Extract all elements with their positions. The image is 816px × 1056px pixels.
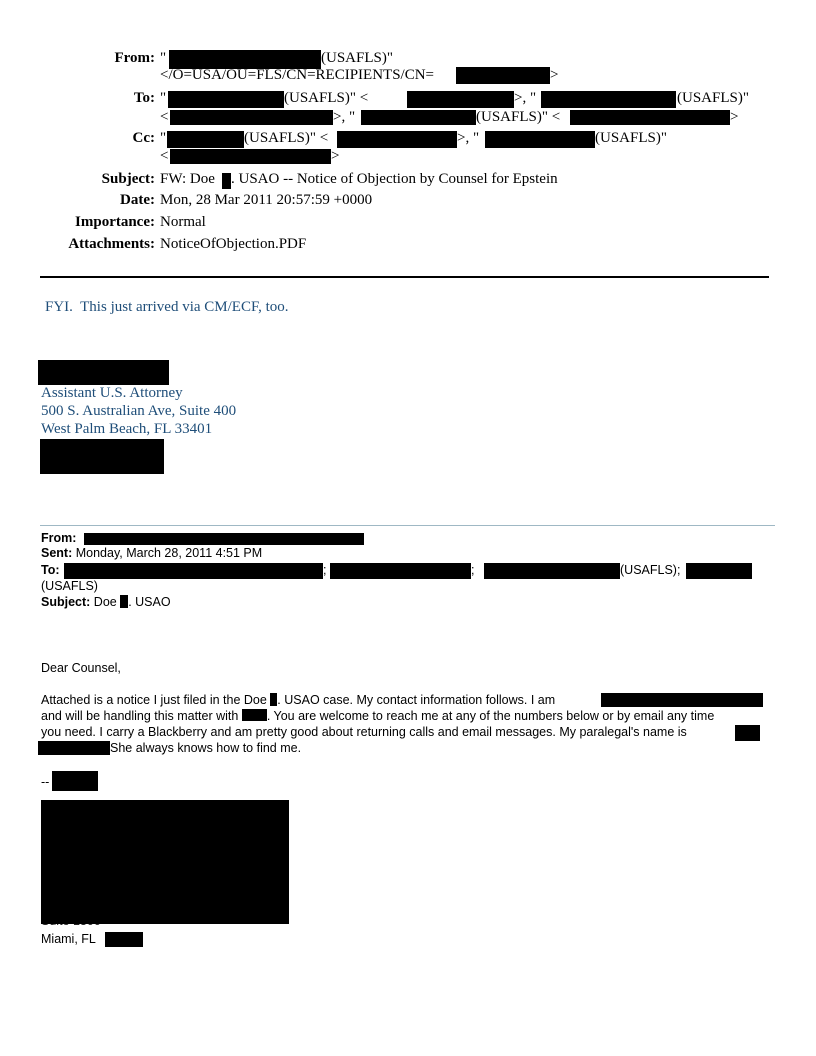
from-line1-prefix: ": [160, 50, 167, 66]
attachment-link[interactable]: NoticeOfObjection.PDF: [160, 236, 307, 252]
cc-line1-d: (USAFLS)": [595, 130, 667, 146]
importance-value: Normal: [160, 214, 206, 230]
fw-sent-value: Monday, March 28, 2011 4:51 PM: [75, 546, 263, 560]
from-line2-prefix: </O=USA/OU=FLS/CN=RECIPIENTS/CN=: [160, 67, 434, 83]
fw-to-label: To:: [41, 563, 60, 577]
from-line1-suffix: (USAFLS)": [321, 50, 393, 66]
date-label: Date:: [120, 192, 155, 208]
attachments-label: Attachments:: [68, 236, 155, 252]
fw-subject-row: [41, 595, 171, 609]
redaction-box: [361, 110, 476, 125]
redaction-box: [38, 360, 169, 385]
redaction-box: [601, 693, 763, 707]
fw-to-sep1: ;: [323, 563, 327, 577]
header-divider: [40, 276, 769, 278]
redaction-box: [170, 110, 333, 125]
body-line-1-a: Attached is a notice I just filed in the Doe: [41, 693, 271, 707]
fw-to-usafls1: (USAFLS);: [620, 563, 681, 577]
to-line2-a: <: [160, 109, 169, 125]
greeting: Dear Counsel,: [41, 661, 121, 675]
subject-part-a: FW: Doe: [160, 171, 215, 187]
forward-divider: [40, 525, 775, 526]
redaction-box: [105, 932, 143, 947]
redaction-box: [242, 709, 267, 721]
to-line1-b: (USAFLS)" <: [284, 90, 369, 106]
fw-to-sep2: ;: [471, 563, 475, 577]
subject-label: Subject:: [101, 171, 155, 187]
fw-to-row: [41, 563, 60, 577]
to-line2-d: >: [730, 109, 739, 125]
body-line-1: [41, 693, 555, 707]
from-label: From:: [114, 50, 155, 66]
cc-line1-b: (USAFLS)" <: [244, 130, 329, 146]
redaction-box: [407, 91, 514, 108]
redaction-box: [84, 533, 364, 545]
cc-label: Cc:: [132, 130, 155, 146]
signature-city: West Palm Beach, FL 33401: [41, 421, 213, 437]
to-line2-c: (USAFLS)" <: [476, 109, 561, 125]
body-line-4: She always knows how to find me.: [110, 741, 302, 755]
fw-subject-part-a: Doe: [93, 595, 121, 609]
redaction-box: [120, 595, 128, 608]
body-line-3: you need. I carry a Blackberry and am pretty good about returning calls and email messages. My paralegal's name is: [41, 725, 687, 739]
body-line-2-b: . You are welcome to reach me at any of the numbers below or by email any time: [266, 709, 715, 723]
redaction-box: [456, 67, 550, 84]
redaction-box: [484, 563, 620, 579]
signature-title: Assistant U.S. Attorney: [41, 385, 183, 401]
redaction-box: [337, 131, 457, 148]
to-line1-d: (USAFLS)": [677, 90, 749, 106]
cc-line1-c: >, ": [457, 130, 480, 146]
redaction-box: [41, 800, 289, 924]
cc-line2-b: >: [331, 148, 340, 164]
body-line-1-b: . USAO case. My contact information follows. I am: [277, 693, 556, 707]
cc-line2-a: <: [160, 148, 169, 164]
to-label: To:: [133, 90, 155, 106]
fw-sent-label: Sent:: [41, 546, 73, 560]
signature-city: Miami, FL: [41, 932, 96, 946]
from-line2-suffix: >: [550, 67, 559, 83]
redaction-box: [168, 91, 284, 108]
body-line-2-a: and will be handling this matter with: [41, 709, 242, 723]
redaction-box: [170, 149, 331, 164]
fyi-message: FYI. This just arrived via CM/ECF, too.: [45, 299, 289, 315]
cc-line1-a: ": [160, 130, 167, 146]
signature-address: 500 S. Australian Ave, Suite 400: [41, 403, 237, 419]
fw-sent-row: [41, 546, 262, 560]
redaction-box: [330, 563, 471, 579]
fw-subject-label: Subject:: [41, 595, 91, 609]
fw-from-row: [41, 531, 76, 545]
to-line1-a: ": [160, 90, 167, 106]
fw-subject-part-b: . USAO: [128, 595, 171, 609]
redaction-box: [570, 110, 730, 125]
redaction-box: [64, 563, 323, 579]
to-line2-b: >, ": [333, 109, 356, 125]
to-line1-c: >, ": [514, 90, 537, 106]
fw-to-usafls2: (USAFLS): [41, 579, 98, 593]
redaction-box: [686, 563, 752, 579]
redaction-box: [222, 173, 231, 189]
redaction-box: [40, 439, 164, 474]
body-line-2: [41, 709, 714, 723]
subject-part-b: . USAO -- Notice of Objection by Counsel for Epstein: [231, 171, 558, 187]
redaction-box: [541, 91, 676, 108]
redaction-box: [167, 131, 244, 148]
fw-from-label: From:: [41, 531, 77, 545]
redaction-box: [38, 741, 110, 755]
signature-dashes: --: [41, 775, 50, 789]
date-value: Mon, 28 Mar 2011 20:57:59 +0000: [160, 192, 373, 208]
redaction-box: [52, 771, 98, 791]
redaction-box: [485, 131, 595, 148]
importance-label: Importance:: [75, 214, 155, 230]
redaction-box: [735, 725, 760, 741]
